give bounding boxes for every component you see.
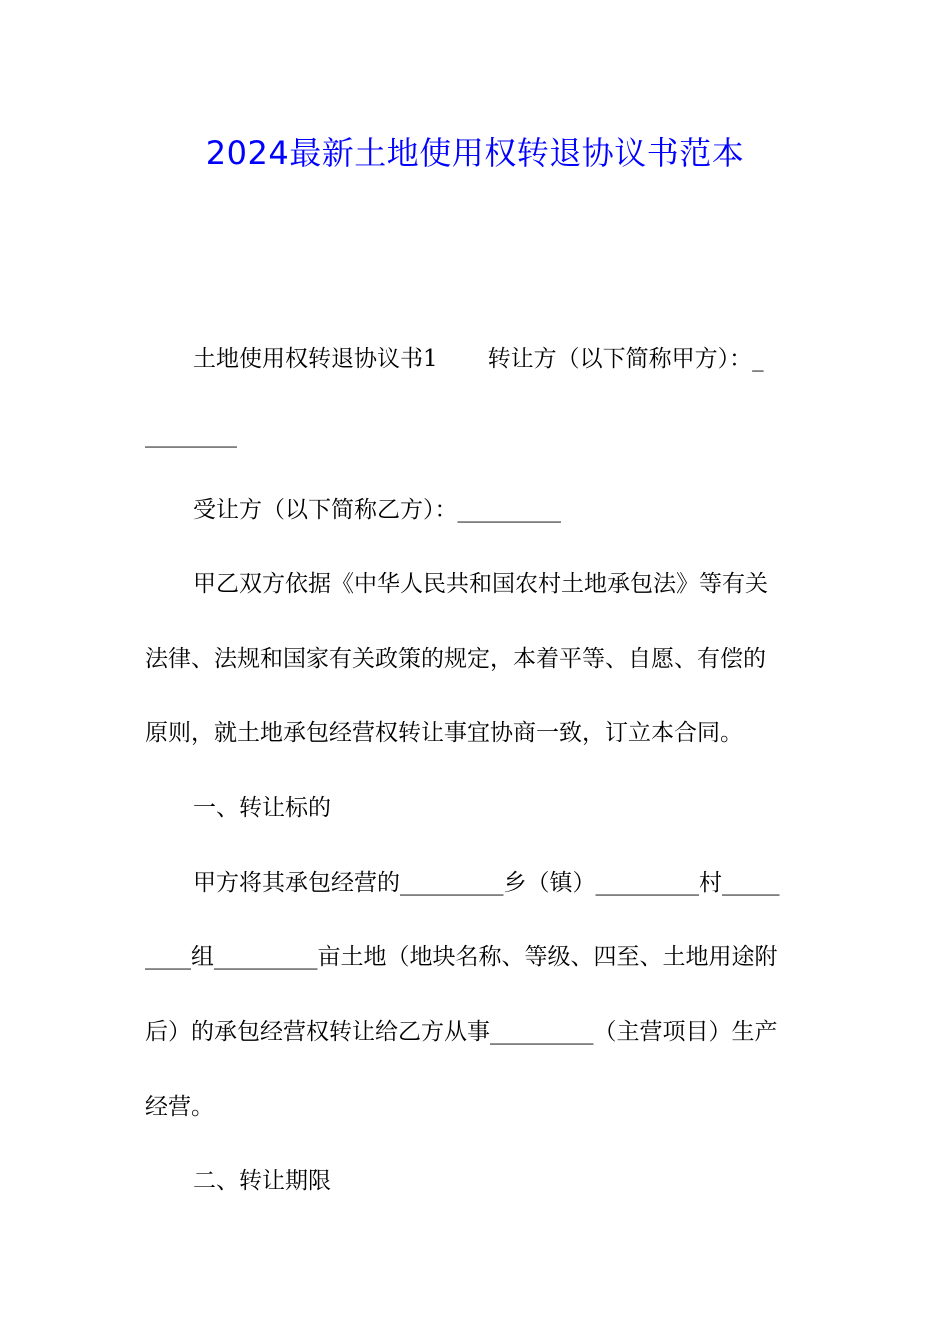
paragraph-line: ____组_________亩土地（地块名称、等级、四至、土地用途附 xyxy=(145,944,778,970)
paragraph-line: 原则，就土地承包经营权转让事宜协商一致，订立本合同。 xyxy=(145,720,743,746)
transferor-label: 转让方（以下简称甲方）：_ xyxy=(487,346,764,372)
first-line xyxy=(193,344,805,374)
paragraph-line: 甲乙双方依据《中华人民共和国农村土地承包法》等有关 xyxy=(193,571,768,597)
agreement-heading: 土地使用权转退协议书1 xyxy=(193,346,438,372)
paragraph-line: 经营。 xyxy=(145,1094,214,1120)
section-heading: 一、转让标的 xyxy=(193,795,331,821)
paragraph-line: 法律、法规和国家有关政策的规定，本着平等、自愿、有偿的 xyxy=(145,646,766,672)
section-heading: 二、转让期限 xyxy=(193,1168,331,1194)
transferee-label: 受让方（以下简称乙方）：_________ xyxy=(193,497,561,523)
paragraph-line: 后）的承包经营权转让给乙方从事_________（主营项目）生产 xyxy=(145,1019,778,1045)
paragraph-line: 甲方将其承包经营的_________乡（镇）_________村_____ xyxy=(193,870,780,896)
document-title: 2024最新土地使用权转退协议书范本 xyxy=(205,134,745,172)
transferor-blank: ________ xyxy=(145,422,237,448)
